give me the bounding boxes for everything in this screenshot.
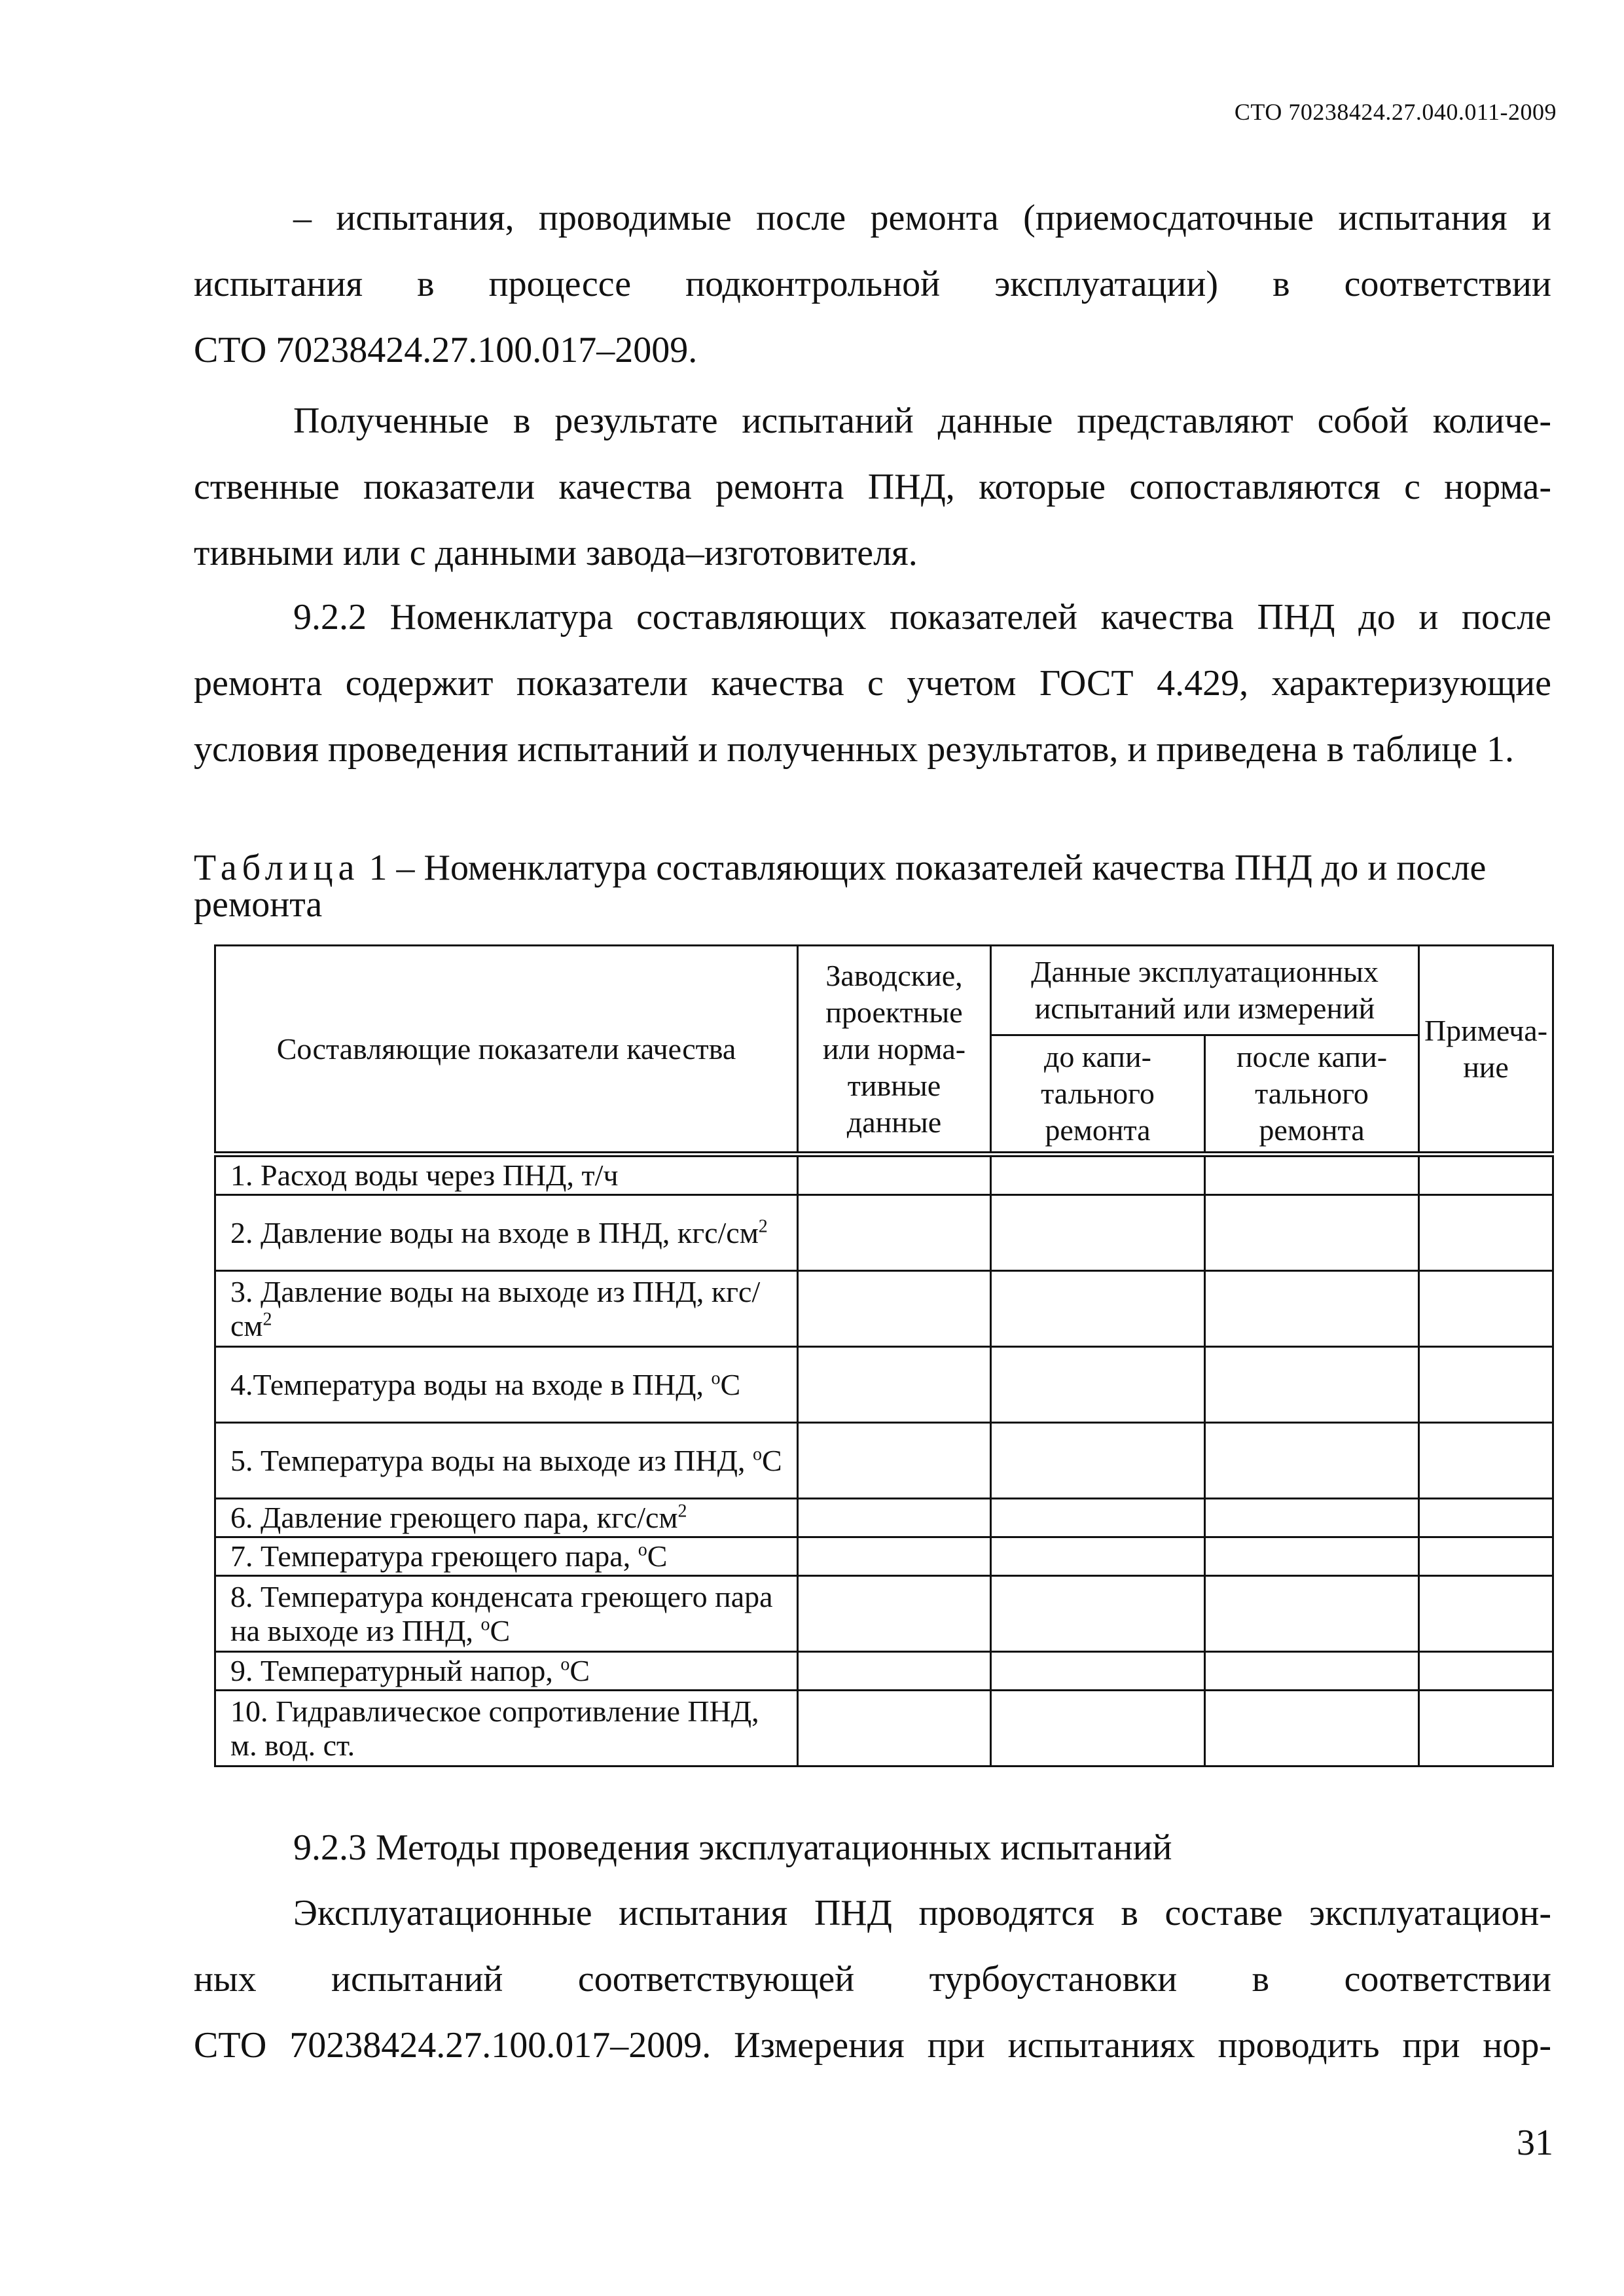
empty-cell bbox=[1419, 1195, 1553, 1271]
empty-cell bbox=[991, 1155, 1205, 1195]
indicator-label bbox=[215, 1537, 798, 1576]
table-caption-text: 1 – Номенклатура составляющих показателей качества ПНД до и после ремонта bbox=[194, 848, 1487, 925]
empty-cell bbox=[1205, 1271, 1419, 1347]
empty-cell bbox=[798, 1347, 991, 1423]
empty-cell bbox=[798, 1195, 991, 1271]
empty-cell bbox=[1419, 1347, 1553, 1423]
unit-superscript: 2 bbox=[262, 1309, 272, 1330]
indicator-label bbox=[215, 1271, 798, 1347]
indicator-text: 3. Давление воды на выходе из ПНД, кгс/см bbox=[230, 1274, 761, 1342]
table-row bbox=[215, 1499, 1553, 1537]
paragraph-line: СТО 70238424.27.100.017–2009. Измерения при испытаниях проводить при нор- bbox=[194, 2025, 1551, 2066]
empty-cell bbox=[991, 1423, 1205, 1499]
unit-superscript: o bbox=[480, 1614, 490, 1635]
empty-cell bbox=[1419, 1576, 1553, 1652]
table-row bbox=[215, 1347, 1553, 1423]
indicator-text: 7. Температура греющего пара, bbox=[230, 1539, 638, 1573]
empty-cell bbox=[1205, 1499, 1419, 1537]
empty-cell bbox=[991, 1195, 1205, 1271]
empty-cell bbox=[798, 1155, 991, 1195]
empty-cell bbox=[1419, 1537, 1553, 1576]
empty-cell bbox=[798, 1576, 991, 1652]
table-row bbox=[215, 1576, 1553, 1652]
empty-cell bbox=[1205, 1691, 1419, 1767]
unit-suffix: С bbox=[720, 1367, 741, 1401]
indicator-text: 4.Температура воды на входе в ПНД, bbox=[230, 1367, 712, 1401]
unit-superscript: 2 bbox=[758, 1216, 768, 1237]
empty-cell bbox=[991, 1691, 1205, 1767]
indicator-text: 6. Давление греющего пара, кгс/см bbox=[230, 1501, 678, 1534]
indicator-label bbox=[215, 1499, 798, 1537]
header-indicators: Составляющие показатели качества bbox=[215, 946, 798, 1155]
empty-cell bbox=[1205, 1155, 1419, 1195]
section-heading-9-2-3: 9.2.3 Методы проведения эксплуатационных испытаний bbox=[293, 1827, 1172, 1868]
empty-cell bbox=[1419, 1271, 1553, 1347]
indicator-label bbox=[215, 1576, 798, 1652]
empty-cell bbox=[798, 1652, 991, 1691]
empty-cell bbox=[1419, 1423, 1553, 1499]
indicator-text: 1. Расход воды через ПНД, т/ч bbox=[230, 1158, 619, 1192]
quality-indicators-table bbox=[214, 944, 1554, 1767]
paragraph-test-list bbox=[194, 185, 1551, 384]
indicator-label bbox=[215, 1652, 798, 1691]
unit-superscript: o bbox=[711, 1368, 721, 1389]
unit-suffix: С bbox=[490, 1613, 511, 1647]
empty-cell bbox=[1205, 1423, 1419, 1499]
table-row bbox=[215, 1691, 1553, 1767]
table-row bbox=[215, 1537, 1553, 1576]
indicator-label bbox=[215, 1195, 798, 1271]
empty-cell bbox=[798, 1499, 991, 1537]
header-after-repair: после капитального ремонта bbox=[1205, 1035, 1419, 1155]
header-notes: Примечание bbox=[1419, 946, 1553, 1155]
table-row bbox=[215, 1423, 1553, 1499]
paragraph-line: СТО 70238424.27.100.017–2009. bbox=[194, 330, 698, 370]
empty-cell bbox=[991, 1271, 1205, 1347]
table-row bbox=[215, 1195, 1553, 1271]
paragraph-line: испытания в процессе подконтрольной эксплуатации) в соответствии bbox=[194, 264, 1551, 304]
indicator-text: 2. Давление воды на входе в ПНД, кгс/см bbox=[230, 1215, 759, 1249]
indicator-label bbox=[215, 1347, 798, 1423]
paragraph-line: ных испытаний соответствующей турбоустановки в соответствии bbox=[194, 1959, 1551, 2000]
empty-cell bbox=[798, 1423, 991, 1499]
empty-cell bbox=[991, 1499, 1205, 1537]
unit-suffix: С bbox=[569, 1654, 590, 1687]
empty-cell bbox=[991, 1576, 1205, 1652]
indicator-label bbox=[215, 1423, 798, 1499]
page-number: 31 bbox=[1517, 2123, 1553, 2163]
paragraph-operational-tests bbox=[194, 1880, 1551, 2079]
document-code-header: СТО 70238424.27.040.011-2009 bbox=[1234, 99, 1557, 125]
empty-cell bbox=[1419, 1499, 1553, 1537]
empty-cell bbox=[1205, 1652, 1419, 1691]
empty-cell bbox=[798, 1537, 991, 1576]
unit-superscript: o bbox=[560, 1654, 570, 1675]
indicator-text: 8. Температура конденсата греющего пара на выходе из ПНД, bbox=[230, 1579, 773, 1647]
empty-cell bbox=[991, 1537, 1205, 1576]
table-row bbox=[215, 1652, 1553, 1691]
indicator-label bbox=[215, 1155, 798, 1195]
unit-suffix: С bbox=[761, 1443, 782, 1477]
table-row bbox=[215, 1155, 1553, 1195]
empty-cell bbox=[1419, 1652, 1553, 1691]
indicator-text: 9. Температурный напор, bbox=[230, 1654, 561, 1687]
empty-cell bbox=[798, 1691, 991, 1767]
unit-superscript: 2 bbox=[677, 1501, 687, 1522]
empty-cell bbox=[991, 1652, 1205, 1691]
indicator-label bbox=[215, 1691, 798, 1767]
paragraph-line: – испытания, проводимые после ремонта (приемосдаточные испытания и bbox=[293, 198, 1551, 238]
empty-cell bbox=[1205, 1347, 1419, 1423]
unit-suffix: С bbox=[647, 1539, 668, 1573]
empty-cell bbox=[798, 1271, 991, 1347]
unit-superscript: o bbox=[638, 1539, 647, 1560]
empty-cell bbox=[1205, 1195, 1419, 1271]
paragraph-results: Полученные в результате испытаний данные представляют собой количественные показатели качества ремонта ПНД, которые сопоставляются с нормативными или с данными завода–изготовителя. bbox=[194, 401, 1551, 573]
header-factory-data: Заводские, проектные или нормативные данные bbox=[798, 946, 991, 1155]
paragraph-line: Эксплуатационные испытания ПНД проводятся в составе эксплуатацион- bbox=[293, 1893, 1551, 1933]
indicator-text: 10. Гидравлическое сопротивление ПНД, м. вод. ст. bbox=[230, 1694, 759, 1762]
table-row bbox=[215, 1271, 1553, 1347]
table-caption bbox=[194, 850, 1551, 923]
empty-cell bbox=[1205, 1537, 1419, 1576]
empty-cell bbox=[1419, 1691, 1553, 1767]
empty-cell bbox=[1419, 1155, 1553, 1195]
empty-cell bbox=[991, 1347, 1205, 1423]
unit-superscript: o bbox=[752, 1444, 762, 1465]
empty-cell bbox=[1205, 1576, 1419, 1652]
table-caption-label: Таблица bbox=[194, 848, 360, 888]
paragraph-9-2-2: 9.2.2 Номенклатура составляющих показателей качества ПНД до и после ремонта содержит показатели качества с учетом ГОСТ 4.429, характеризующие условия проведения испытаний и полученных результатов, и приведена в таблице 1. bbox=[194, 597, 1551, 770]
header-before-repair: до капитального ремонта bbox=[991, 1035, 1205, 1155]
header-operational-data: Данные эксплуатационных испытаний или измерений bbox=[991, 946, 1419, 1035]
indicator-text: 5. Температура воды на выходе из ПНД, bbox=[230, 1443, 753, 1477]
